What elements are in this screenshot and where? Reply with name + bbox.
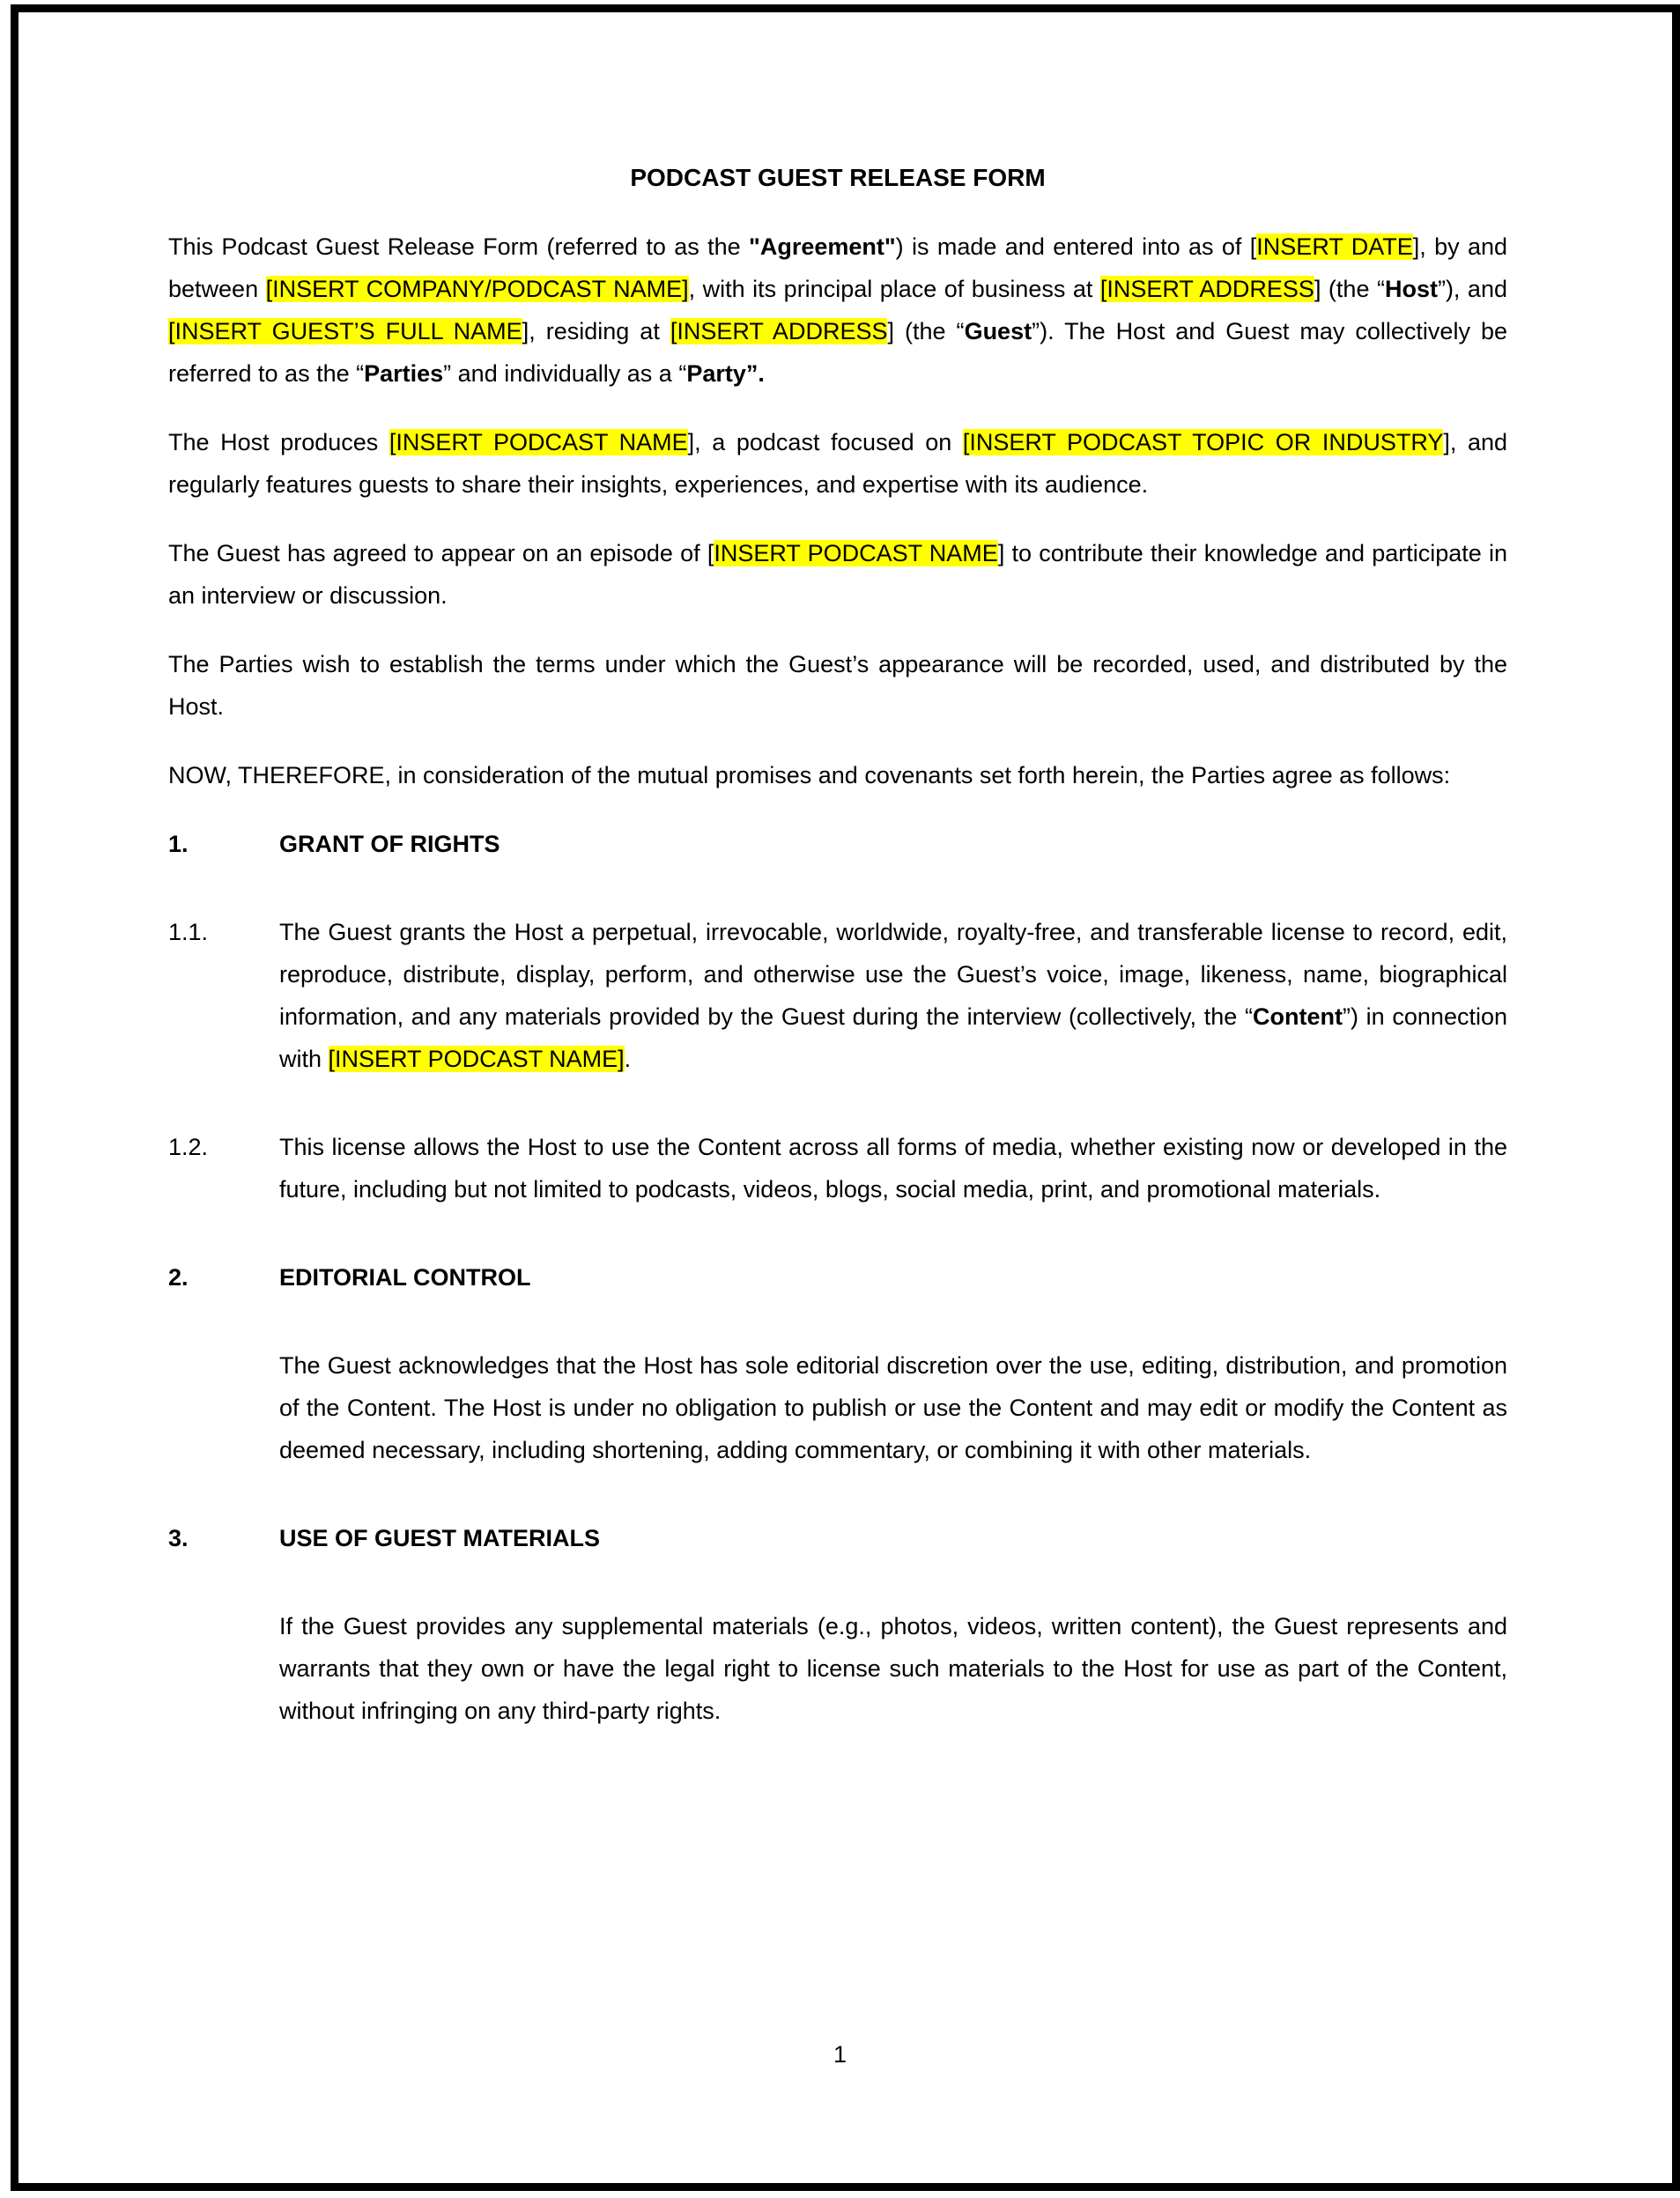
block-heading: [168, 1256, 1507, 1344]
text-run: This Podcast Guest Release Form (referred to as the: [168, 233, 750, 260]
page-number: 1: [833, 2041, 847, 2068]
text-run: USE OF GUEST MATERIALS: [279, 1525, 601, 1551]
block-paragraph: [168, 532, 1507, 643]
placeholder-highlight: INSERT PODCAST NAME: [714, 540, 998, 566]
text-run: The Parties wish to establish the terms under which the Guest’s appearance will be recorded, used, and distributed by the Host.: [168, 651, 1507, 720]
block-indented: [279, 1605, 1507, 1778]
block-indented: [279, 1344, 1507, 1517]
text-run: The Host produces: [168, 429, 389, 455]
block-heading: [168, 823, 1507, 911]
text-run: ”), and: [1437, 276, 1507, 302]
section-number: 3.: [168, 1525, 189, 1551]
block-paragraph: [168, 643, 1507, 754]
text-run: ” and individually as a “: [443, 360, 687, 387]
bold-term: "Agreement": [749, 233, 896, 260]
text-run: .: [624, 1046, 632, 1072]
text-run: ], residing at: [522, 318, 670, 344]
text-run: The Guest has agreed to appear on an episode of [: [168, 540, 714, 566]
text-run: ] (the “: [1314, 276, 1385, 302]
block-numbered: [168, 911, 1507, 1126]
placeholder-highlight: INSERT DATE: [1256, 233, 1413, 260]
text-run: ], by and between: [168, 233, 1507, 302]
bold-term: Party”.: [686, 360, 765, 387]
section-number: 1.: [168, 831, 189, 857]
text-run: ], a podcast focused on: [687, 429, 963, 455]
block-numbered: [168, 1126, 1507, 1256]
text-run: ”) in connection with: [279, 1003, 1507, 1072]
block-paragraph: [168, 754, 1507, 823]
text-run: The Guest grants the Host a perpetual, irrevocable, worldwide, royalty-free, and transferable license to record, edit, reproduce, distribute, display, perform, and otherwise use the Guest’s voice, image, likeness, name, biographical information, and any materials provided by the Guest during the interview (collectively, the “: [279, 919, 1507, 1030]
placeholder-highlight: [INSERT GUEST’S FULL NAME: [168, 318, 522, 344]
text-run: If the Guest provides any supplemental materials (e.g., photos, videos, written content), the Guest represents and warrants that they own or have the legal right to license such materials to the Host for use as part of the Content, without infringing on any third-party rights.: [279, 1613, 1507, 1724]
placeholder-highlight: [INSERT PODCAST NAME]: [328, 1046, 625, 1072]
text-run: This license allows the Host to use the Content across all forms of media, whether existing now or developed in the future, including but not limited to podcasts, videos, blogs, social media, print, and promotional materials.: [279, 1134, 1507, 1203]
block-heading: [168, 1517, 1507, 1605]
page-content: [168, 157, 1507, 1778]
text-run: NOW, THEREFORE, in consideration of the mutual promises and covenants set forth herein, the Parties agree as follows:: [168, 762, 1451, 788]
placeholder-highlight: [INSERT COMPANY/PODCAST NAME]: [265, 276, 689, 302]
document-title: PODCAST GUEST RELEASE FORM: [630, 164, 1046, 191]
section-number: 1.1.: [168, 919, 209, 945]
text-run: EDITORIAL CONTROL: [279, 1264, 531, 1291]
text-run: ] to contribute their knowledge and participate in an interview or discussion.: [168, 540, 1508, 609]
text-run: ) is made and entered into as of [: [895, 233, 1257, 260]
document-body: [168, 226, 1507, 1778]
text-run: ”). The Host and Guest may collectively be referred to as the “: [168, 318, 1508, 387]
placeholder-highlight: [INSERT ADDRESS: [670, 318, 888, 344]
text-run: , with its principal place of business at: [688, 276, 1100, 302]
text-run: ], and regularly features guests to share their insights, experiences, and expertise with its audience.: [168, 429, 1507, 498]
section-number: 1.2.: [168, 1134, 209, 1160]
bold-term: Guest: [964, 318, 1032, 344]
placeholder-highlight: [INSERT PODCAST NAME: [389, 429, 688, 455]
placeholder-highlight: [INSERT PODCAST TOPIC OR INDUSTRY: [962, 429, 1444, 455]
text-run: GRANT OF RIGHTS: [279, 831, 500, 857]
block-paragraph: [168, 421, 1507, 532]
section-number: 2.: [168, 1264, 189, 1291]
text-run: ] (the “: [887, 318, 965, 344]
bold-term: Parties: [364, 360, 444, 387]
placeholder-highlight: [INSERT ADDRESS: [1099, 276, 1314, 302]
block-paragraph: [168, 226, 1507, 421]
text-run: The Guest acknowledges that the Host has sole editorial discretion over the use, editing, distribution, and promotion of the Content. The Host is under no obligation to publish or use the Content and may edit or modify the Content as deemed necessary, including shortening, adding commentary, or combining it with other materials.: [279, 1352, 1507, 1463]
bold-term: Content: [1252, 1003, 1343, 1030]
bold-term: Host: [1384, 276, 1438, 302]
